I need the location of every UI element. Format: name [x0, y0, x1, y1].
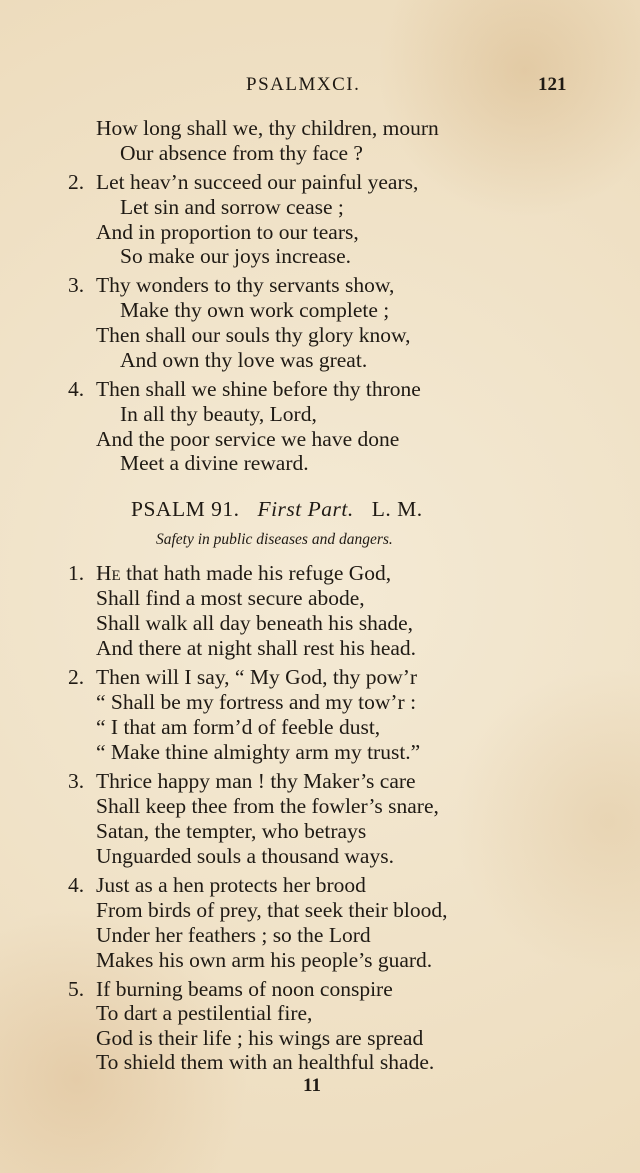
- verse-line: Our absence from thy face ?: [120, 141, 363, 165]
- verse-line: God is their life ; his wings are spread: [96, 1026, 424, 1050]
- drop-word: He: [96, 561, 121, 585]
- verse-line: Meet a divine reward.: [120, 451, 309, 475]
- verse-line: Makes his own arm his people’s guard.: [96, 948, 433, 972]
- verse-line: Let sin and sorrow cease ;: [120, 195, 344, 219]
- running-head: [0, 74, 640, 100]
- verse-line: And there at night shall rest his head.: [96, 636, 417, 660]
- verse-line: So make our joys increase.: [120, 244, 352, 268]
- verse-line: Then shall we shine before thy throne: [96, 377, 421, 401]
- verse-line: Let heav’n succeed our painful years,: [96, 170, 419, 194]
- verse-line: Just as a hen protects her brood: [96, 873, 366, 897]
- psalm-meter: L. M.: [371, 497, 423, 521]
- verse-number: 4.: [68, 873, 85, 897]
- verse-line: How long shall we, thy children, mourn: [96, 116, 439, 140]
- verse-line: To dart a pestilential fire,: [96, 1001, 313, 1025]
- verse-line: Shall walk all day beneath his shade,: [96, 611, 414, 635]
- running-title: PSALMXCI.: [246, 74, 361, 95]
- psalm-heading: [131, 497, 423, 522]
- verse-line: Thrice happy man ! thy Maker’s care: [96, 769, 416, 793]
- verse-line: Satan, the tempter, who betrays: [96, 819, 367, 843]
- psalm-subtitle: Safety in public diseases and dangers.: [156, 531, 393, 548]
- verse-line: Then will I say, “ My God, thy pow’r: [96, 665, 418, 689]
- verse-number: 1.: [68, 561, 85, 585]
- verse-line: Then shall our souls thy glory know,: [96, 323, 411, 347]
- verse-line: Under her feathers ; so the Lord: [96, 923, 371, 947]
- verse-line: Unguarded souls a thousand ways.: [96, 844, 394, 868]
- verse-number: 3.: [68, 273, 85, 297]
- verse-line: From birds of prey, that seek their blood,: [96, 898, 448, 922]
- verse-line: “ Make thine almighty arm my trust.”: [96, 740, 421, 764]
- verse-line: In all thy beauty, Lord,: [120, 402, 317, 426]
- verse-line: Make thy own work complete ;: [120, 298, 390, 322]
- verse-line: And the poor service we have done: [96, 427, 400, 451]
- verse-number: 3.: [68, 769, 85, 793]
- verse-number: 4.: [68, 377, 85, 401]
- verse-number: 2.: [68, 665, 85, 689]
- verse-number: 5.: [68, 977, 85, 1001]
- verse-line: Shall keep thee from the fowler’s snare,: [96, 794, 439, 818]
- verse-line: “ I that am form’d of feeble dust,: [96, 715, 381, 739]
- signature-mark: 11: [303, 1075, 321, 1096]
- verse-number: 2.: [68, 170, 85, 194]
- verse-line: And in proportion to our tears,: [96, 220, 359, 244]
- verse-line: And own thy love was great.: [120, 348, 368, 372]
- psalm-title: PSALM 91.: [131, 497, 240, 521]
- psalm-part: First Part.: [257, 497, 354, 521]
- verse-line: To shield them with an healthful shade.: [96, 1050, 435, 1074]
- verse-line: Shall find a most secure abode,: [96, 586, 365, 610]
- verse-line: Thy wonders to thy servants show,: [96, 273, 395, 297]
- verse-line: He that hath made his refuge God,: [96, 561, 392, 585]
- verse-line: If burning beams of noon conspire: [96, 977, 393, 1001]
- page-number: 121: [538, 74, 567, 95]
- verse-line: “ Shall be my fortress and my tow’r :: [96, 690, 417, 714]
